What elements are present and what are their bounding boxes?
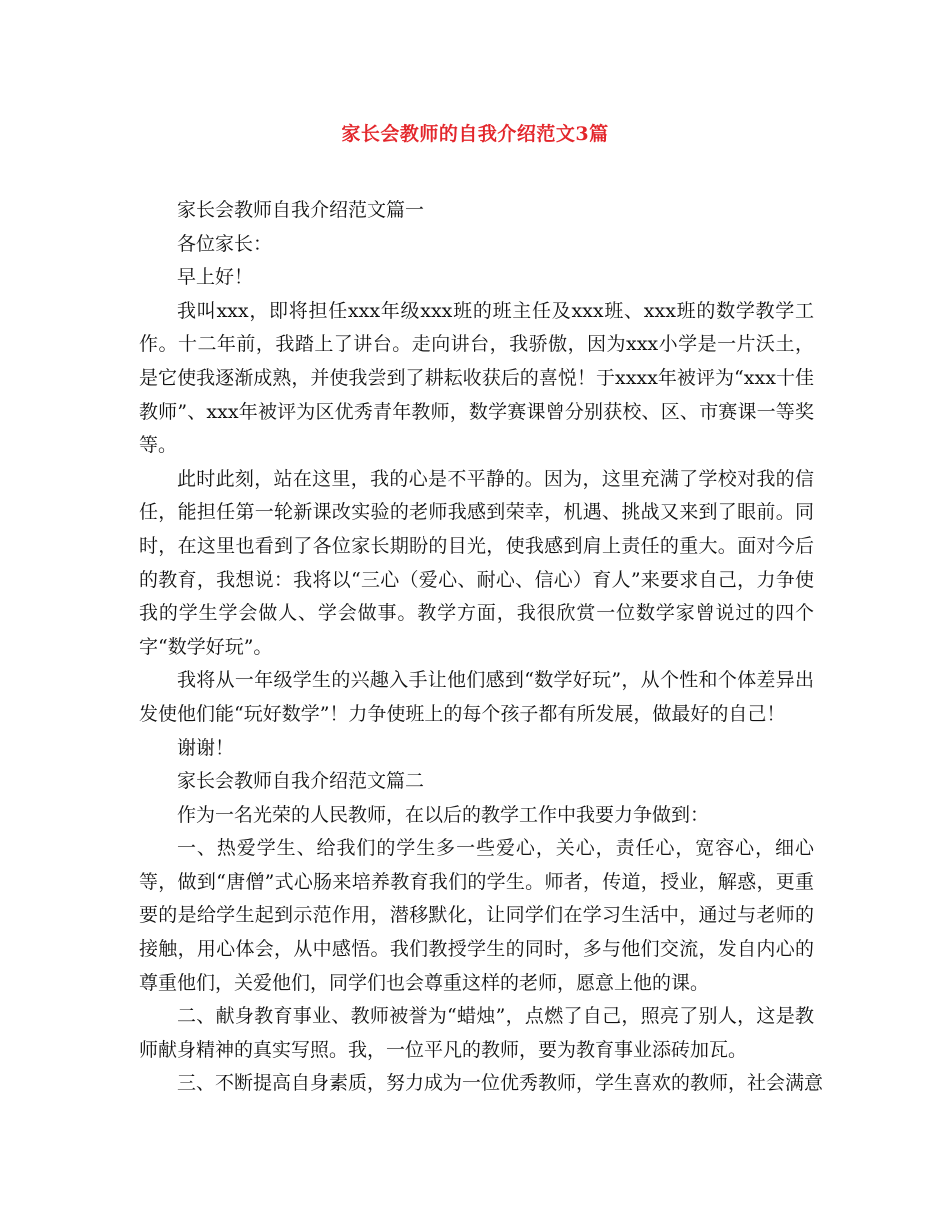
section-heading-2: 家长会教师自我介绍范文篇二 <box>177 770 425 793</box>
paragraph-point-3: 三、不断提高自身素质，努力成为一位优秀教师，学生喜欢的教师，社会满意 <box>177 1072 824 1095</box>
section-heading-1: 家长会教师自我介绍范文篇一 <box>177 199 425 221</box>
document-title: 家长会教师的自我介绍范文3篇 <box>341 123 609 145</box>
paragraph-point-1: 一、热爱学生、给我们的学生多一些爱心，关心，责任心，宽容心，细心等，做到“唐僧”式心肠来培养教育我们的学生。师者，传道，授业，解惑，更重要的是给学生起到示范作用，潜移默化，让同学们在学习生活中，通过与老师的接触，用心体会，从中感悟。我们教授学生的同时，多与他们交流，发自内心的尊重他们，关爱他们，同学们也会尊重这样的老师，愿意上他的课。 <box>139 837 814 994</box>
document-body <box>139 194 824 1101</box>
thanks: 谢谢！ <box>177 736 235 759</box>
paragraph-point-2: 二、献身教育事业、教师被誉为“蜡烛”，点燃了自己，照亮了别人，这是教师献身精神的真实写照。我，一位平凡的教师，要为教育事业添砖加瓦。 <box>139 1005 814 1061</box>
paragraph-feelings: 此时此刻，站在这里，我的心是不平静的。因为，这里充满了学校对我的信任，能担任第一轮新课改实验的老师我感到荣幸，机遇、挑战又来到了眼前。同时，在这里也看到了各位家长期盼的目光，使我感到肩上责任的重大。面对今后的教育，我想说：我将以“三心（爱心、耐心、信心）育人”来要求自己，力争使我的学生学会做人、学会做事。教学方面，我很欣赏一位数学家曾说过的四个字“数学好玩”。 <box>139 467 814 658</box>
paragraph-goal: 作为一名光荣的人民教师，在以后的教学工作中我要力争做到： <box>177 803 710 826</box>
salutation: 各位家长： <box>177 232 273 255</box>
paragraph-intro: 我叫xxx，即将担任xxx年级xxx班的班主任及xxx班、xxx班的数学教学工作。十二年前，我踏上了讲台。走向讲台，我骄傲，因为xxx小学是一片沃土，是它使我逐渐成熟，并使我尝到了耕耘收获后的喜悦！于xxxx年被评为“xxx十佳教师”、xxx年被评为区优秀青年教师，数学赛课曾分别获校、区、市赛课一等奖等。 <box>139 299 814 457</box>
paragraph-plan: 我将从一年级学生的兴趣入手让他们感到“数学好玩”，从个性和个体差异出发使他们能“玩好数学”！力争使班上的每个孩子都有所发展，做最好的自己！ <box>139 669 814 725</box>
greeting: 早上好！ <box>177 266 254 289</box>
